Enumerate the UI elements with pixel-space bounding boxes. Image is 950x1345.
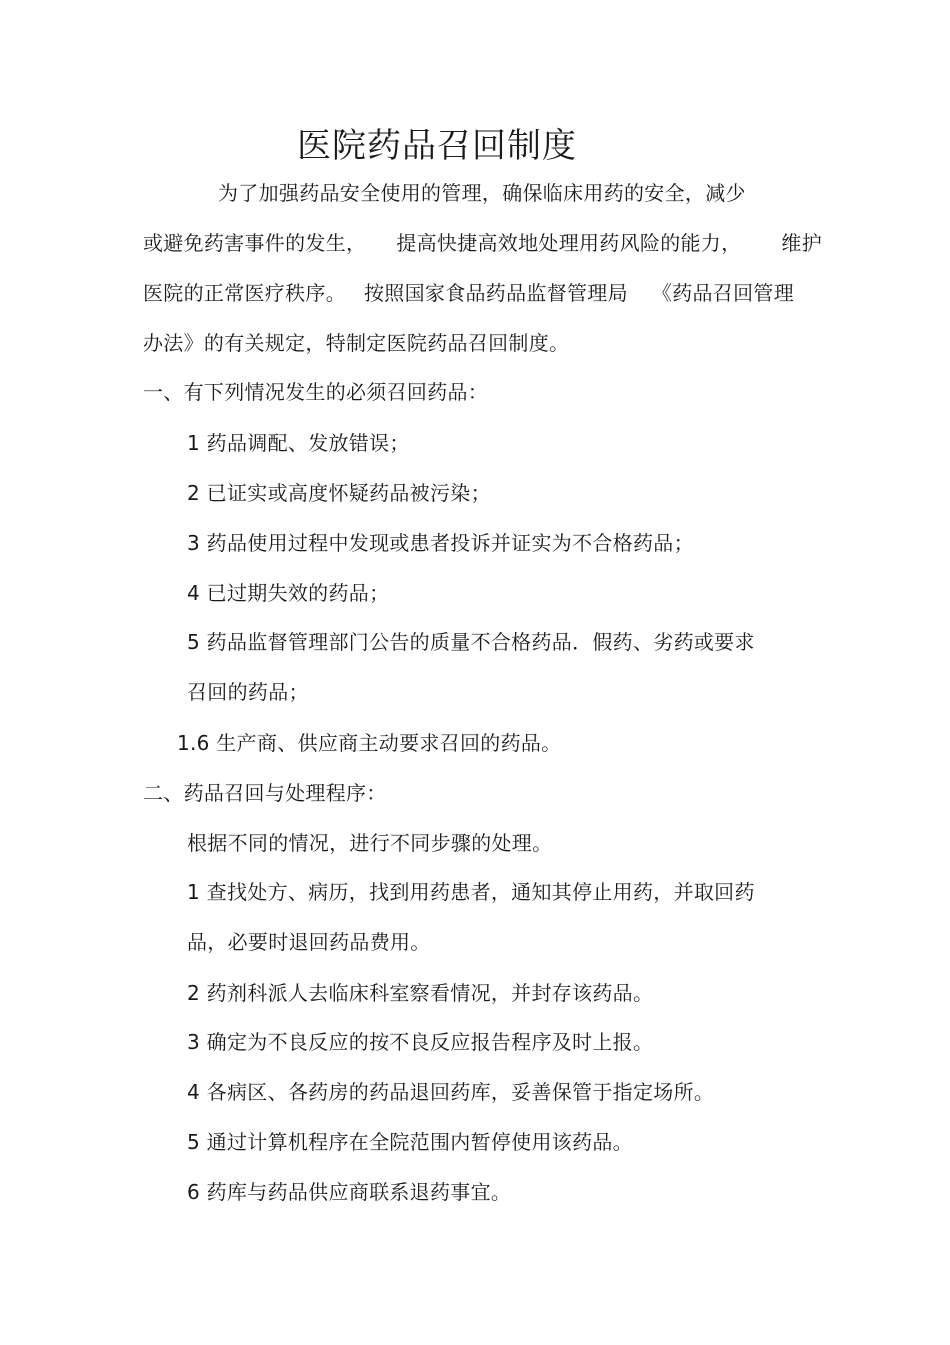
section-2-item: 品，必要时退回药品费用。 bbox=[187, 930, 431, 954]
intro-line-4: 办法》的有关规定，特制定医院药品召回制度。 bbox=[143, 331, 570, 355]
intro-line-3a: 医院的正常医疗秩序。 bbox=[143, 281, 346, 305]
section-2-item: 1 查找处方、病历，找到用药患者，通知其停止用药，并取回药 bbox=[187, 880, 755, 904]
section-1-item: 1.6 生产商、供应商主动要求召回的药品。 bbox=[177, 731, 562, 755]
section-2-item: 6 药库与药品供应商联系退药事宜。 bbox=[187, 1180, 512, 1204]
section-1-item: 3 药品使用过程中发现或患者投诉并证实为不合格药品； bbox=[187, 531, 694, 555]
section-1-item: 1 药品调配、发放错误； bbox=[187, 431, 410, 455]
section-1-item: 召回的药品； bbox=[187, 680, 309, 704]
intro-line-2b: 提高快捷高效地处理用药风险的能力， bbox=[396, 231, 742, 255]
section-2-item: 2 药剂科派人去临床科室察看情况，并封存该药品。 bbox=[187, 981, 654, 1005]
section-1-item: 2 已证实或高度怀疑药品被污染； bbox=[187, 481, 491, 505]
intro-line-3 bbox=[143, 279, 794, 307]
section-1-item: 5 药品监督管理部门公告的质量不合格药品．假药、劣药或要求 bbox=[187, 630, 755, 654]
section-1-item: 4 已过期失效的药品； bbox=[187, 581, 390, 605]
section-2-item: 3 确定为不良反应的按不良反应报告程序及时上报。 bbox=[187, 1030, 654, 1054]
intro-line-3c: 《药品召回管理 bbox=[651, 281, 795, 305]
intro-line-3b: 按照国家食品药品监督管理局 bbox=[364, 281, 628, 305]
intro-line-2c: 维护 bbox=[781, 231, 823, 255]
intro-line-2a: 或避免药害事件的发生， bbox=[143, 231, 367, 255]
section-2-item: 5 通过计算机程序在全院范围内暂停使用该药品。 bbox=[187, 1130, 633, 1154]
section-1-heading: 一、有下列情况发生的必须召回药品： bbox=[143, 380, 489, 404]
page-title: 医院药品召回制度 bbox=[297, 126, 577, 166]
section-2-heading: 二、药品召回与处理程序： bbox=[143, 781, 387, 805]
section-2-item: 4 各病区、各药房的药品退回药库，妥善保管于指定场所。 bbox=[187, 1080, 715, 1104]
intro-line-1: 为了加强药品安全使用的管理，确保临床用药的安全，减少 bbox=[218, 181, 746, 205]
section-2-intro: 根据不同的情况，进行不同步骤的处理。 bbox=[187, 831, 553, 855]
intro-line-2 bbox=[143, 229, 822, 257]
